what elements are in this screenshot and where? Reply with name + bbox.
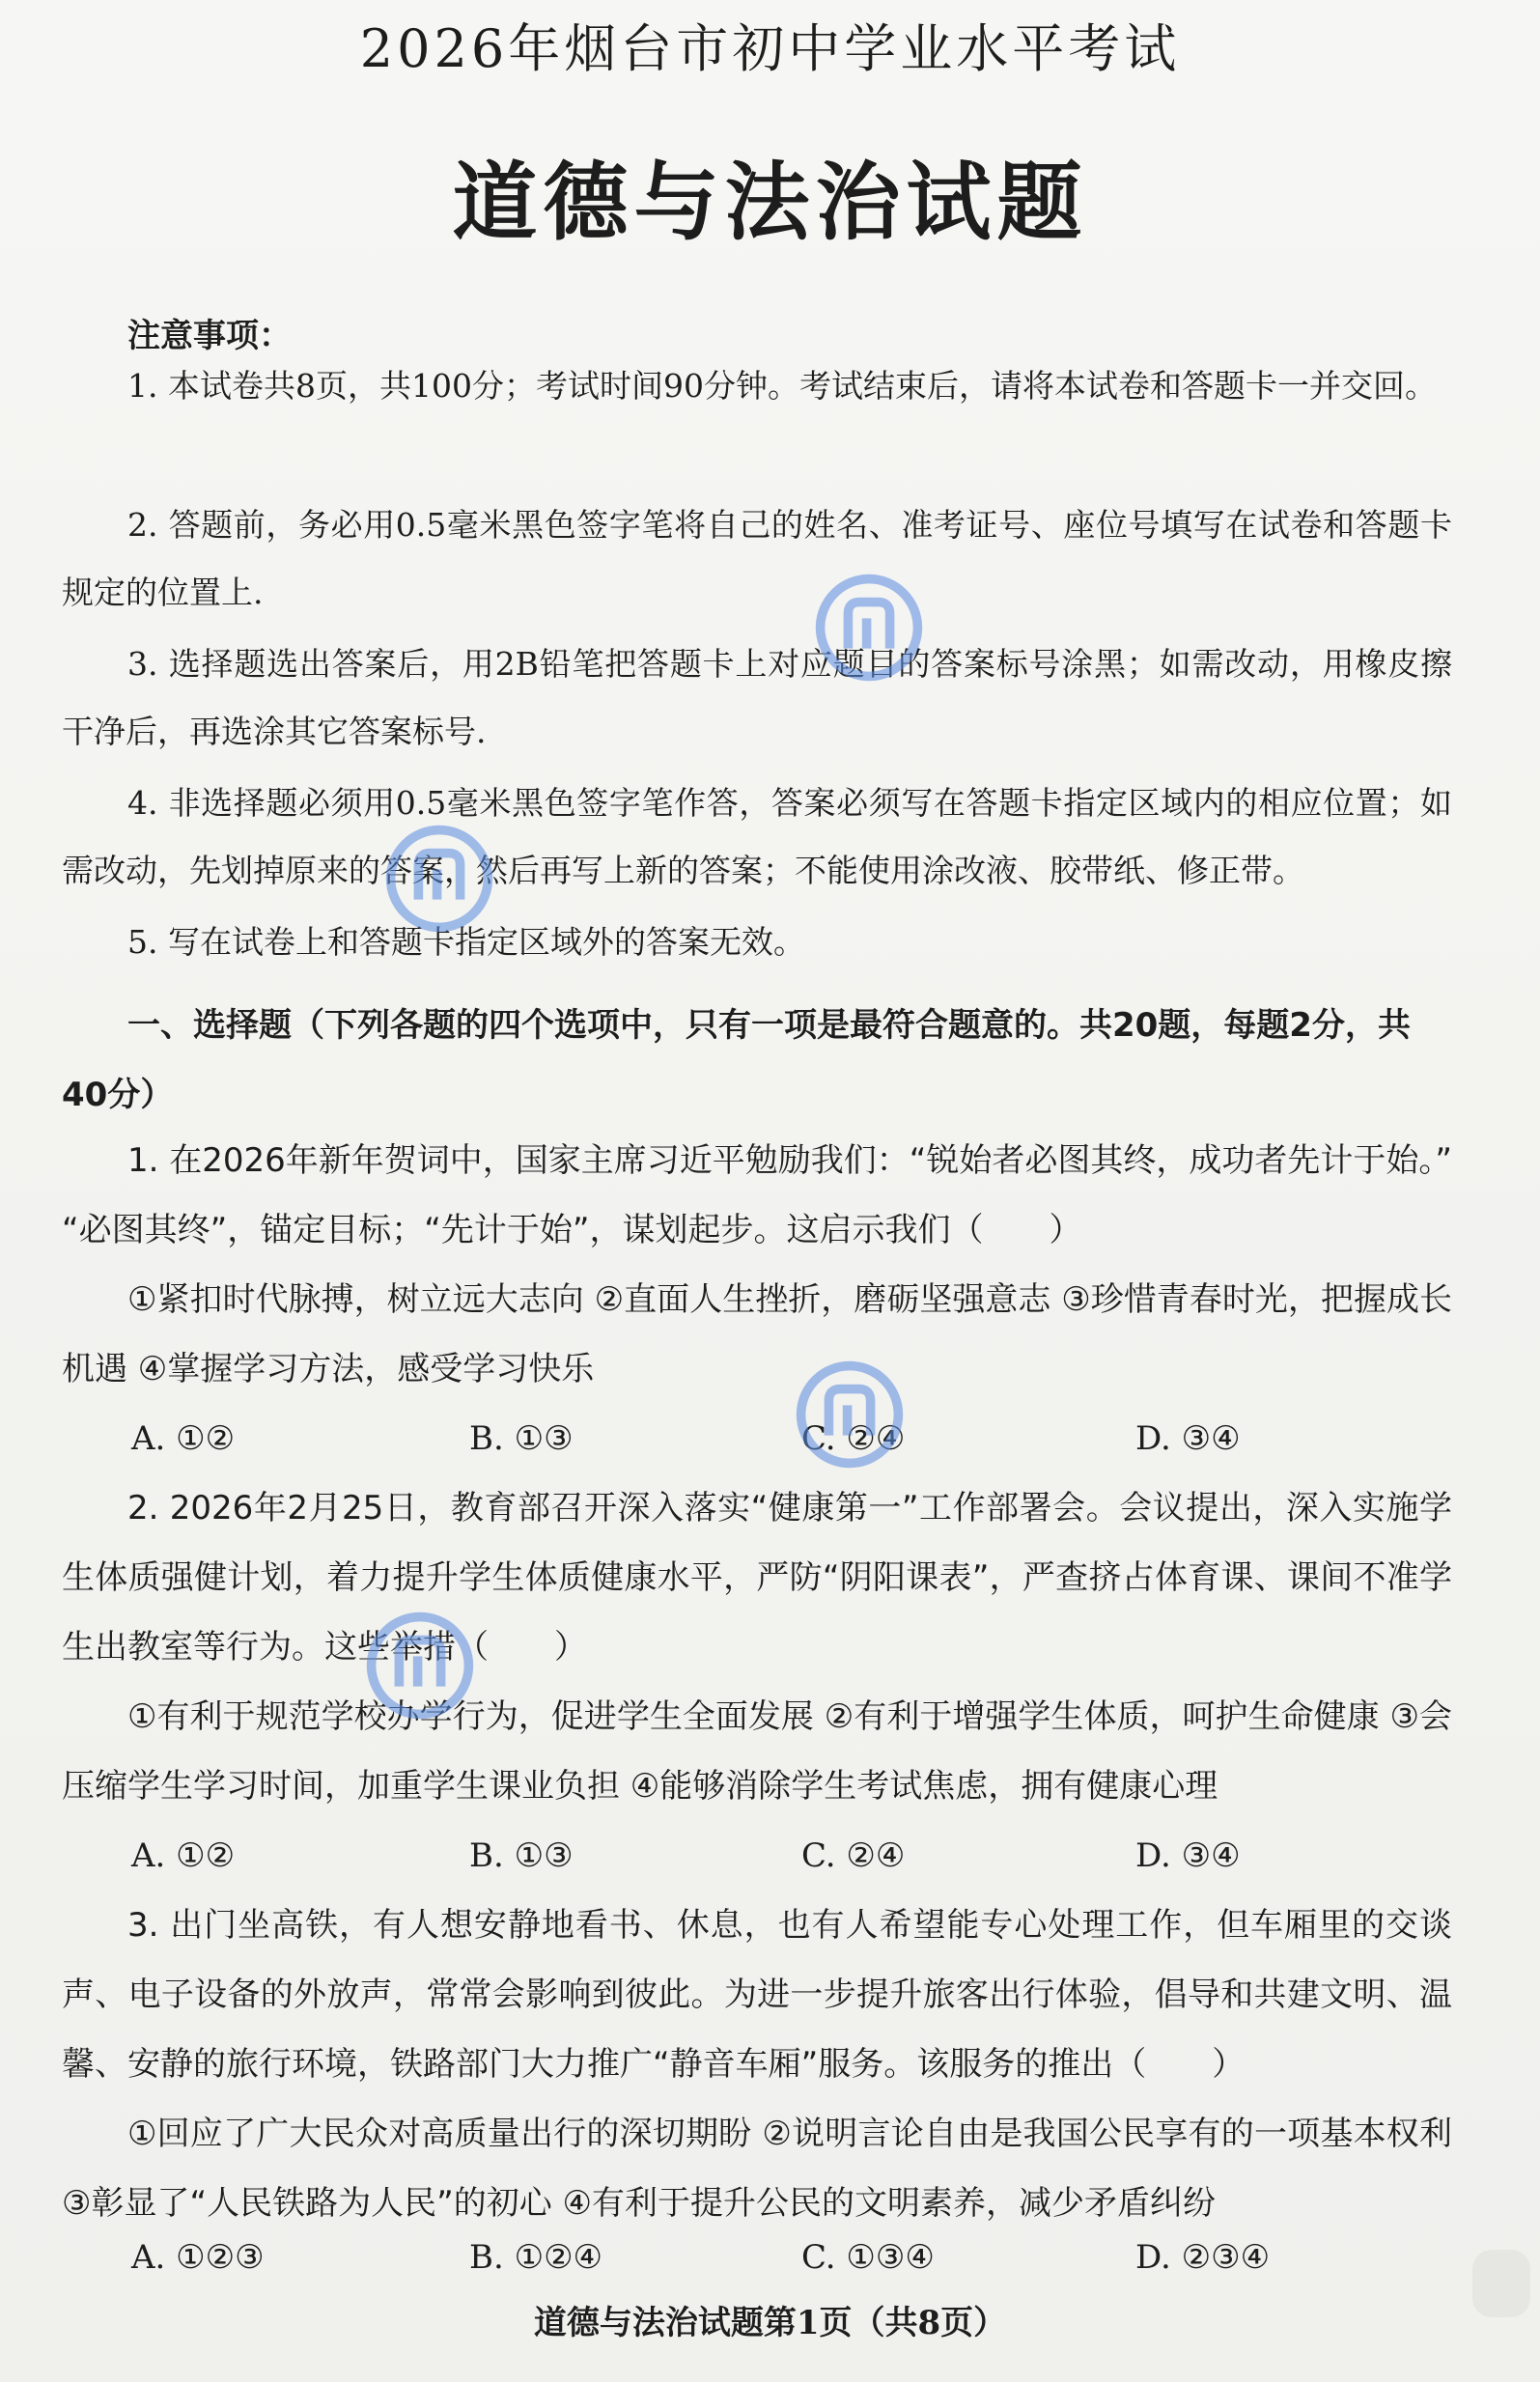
question-1-stem: 1. 在2026年新年贺词中，国家主席习近平勉励我们：“锐始者必图其终，成功者先计于始。” “必图其终”，锚定目标；“先计于始”，谋划起步。这启示我们（ ） bbox=[62, 1141, 1453, 1249]
option-c: C. ①③④ bbox=[801, 2238, 935, 2277]
page-footer: 道德与法治试题第1页（共8页） bbox=[533, 2304, 1007, 2342]
notice-item-4: 4. 非选择题必须用0.5毫米黑色签字笔作答，答案必须写在答题卡指定区域内的相应位置；如需改动，先划掉原来的答案，然后再写上新的答案；不能使用涂改液、胶带纸、修正带。 bbox=[62, 784, 1452, 889]
option-a: A. ①② bbox=[131, 1836, 236, 1875]
question-3-statements: ①回应了广大民众对高质量出行的深切期盼 ②说明言论自由是我国公民享有的一项基本权利 ③彰显了“人民铁路为人民”的初心 ④有利于提升公民的文明素养，减少矛盾纠纷 bbox=[62, 2115, 1452, 2223]
exam-name: 2026年烟台市初中学业水平考试 bbox=[359, 18, 1181, 79]
watermark-logo-icon bbox=[381, 821, 497, 937]
question-2-options bbox=[131, 1821, 1464, 1891]
notice-title: 注意事项： bbox=[127, 317, 292, 355]
watermark-logo-icon bbox=[362, 1608, 478, 1723]
option-a: A. ①② bbox=[131, 1419, 236, 1458]
option-d: D. ③④ bbox=[1135, 1836, 1241, 1875]
option-b: B. ①③ bbox=[469, 1419, 574, 1458]
option-c: C. ②④ bbox=[801, 1419, 906, 1458]
question-2-stem: 2. 2026年2月25日，教育部召开深入落实“健康第一”工作部署会。会议提出，深入实施学生体质强健计划，着力提升学生体质健康水平，严防“阴阳课表”，严查挤占体育课、课间不准学生出教室等行为。这些举措（ ） bbox=[62, 1489, 1452, 1667]
scan-edge-shadow bbox=[1472, 2250, 1530, 2317]
watermark-logo-icon bbox=[792, 1357, 908, 1472]
question-3-options bbox=[131, 2223, 1464, 2292]
watermark-logo-icon bbox=[811, 570, 927, 686]
question-2-statements: ①有利于规范学校办学行为，促进学生全面发展 ②有利于增强学生体质，呵护生命健康 ③会压缩学生学习时间，加重学生课业负担 ④能够消除学生考试焦虑，拥有健康心理 bbox=[62, 1697, 1452, 1806]
notice-item-1: 1. 本试卷共8页，共100分；考试时间90分钟。考试结束后，请将本试卷和答题卡一并交回。 bbox=[127, 367, 1437, 405]
option-a: A. ①②③ bbox=[131, 2238, 265, 2277]
option-b: B. ①②④ bbox=[469, 2238, 603, 2277]
notice-item-2: 2. 答题前，务必用0.5毫米黑色签字笔将自己的姓名、准考证号、座位号填写在试卷和答题卡规定的位置上. bbox=[62, 506, 1452, 611]
option-c: C. ②④ bbox=[801, 1836, 906, 1875]
notice-item-3: 3. 选择题选出答案后，用2B铅笔把答题卡上对应题目的答案标号涂黑；如需改动，用橡皮擦干净后，再选涂其它答案标号. bbox=[62, 645, 1452, 750]
option-d: D. ③④ bbox=[1135, 1419, 1241, 1458]
question-3-stem: 3. 出门坐高铁，有人想安静地看书、休息，也有人希望能专心处理工作，但车厢里的交谈声、电子设备的外放声，常常会影响到彼此。为进一步提升旅客出行体验，倡导和共建文明、温馨、安静的旅行环境，铁路部门大力推广“静音车厢”服务。该服务的推出（ ） bbox=[62, 1906, 1452, 2084]
option-d: D. ②③④ bbox=[1135, 2238, 1271, 2277]
notice-item-5: 5. 写在试卷上和答题卡指定区域外的答案无效。 bbox=[127, 923, 805, 961]
section-title: 一、选择题（下列各题的四个选项中，只有一项是最符合题意的。共20题，每题2分，共40分） bbox=[62, 1006, 1411, 1114]
subject-title: 道德与法治试题 bbox=[452, 152, 1088, 252]
question-1-statements: ①紧扣时代脉搏，树立远大志向 ②直面人生挫折，磨砺坚强意志 ③珍惜青春时光，把握成长机遇 ④掌握学习方法，感受学习快乐 bbox=[62, 1280, 1452, 1388]
option-b: B. ①③ bbox=[469, 1836, 574, 1875]
